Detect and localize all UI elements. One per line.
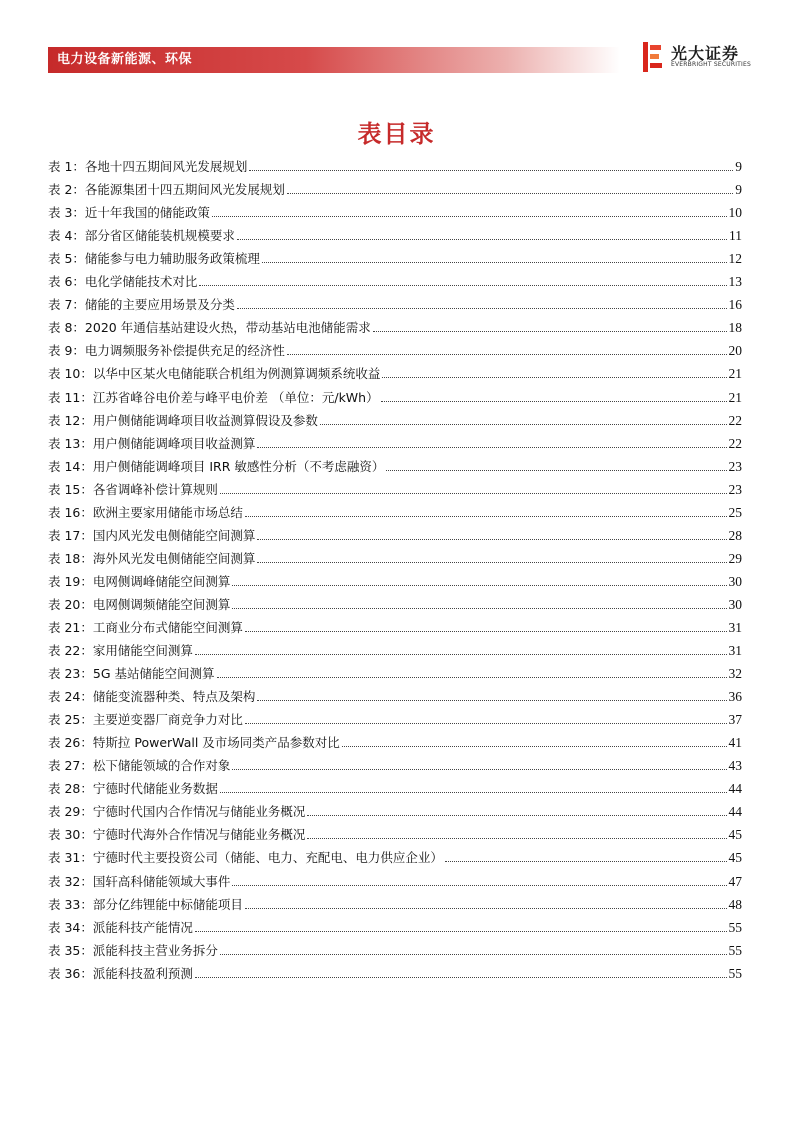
toc-entry-label: 表 29：宁德时代国内合作情况与储能业务概况 bbox=[48, 804, 306, 820]
toc-dot-leader bbox=[257, 700, 726, 701]
toc-dot-leader bbox=[307, 838, 726, 839]
toc-entry-page: 48 bbox=[728, 896, 742, 912]
toc-entry[interactable] bbox=[48, 545, 742, 568]
toc-entry-label: 表 27：松下储能领域的合作对象 bbox=[48, 758, 231, 774]
toc-entry-page: 55 bbox=[728, 919, 742, 935]
toc-entry-page: 22 bbox=[728, 412, 742, 428]
toc-dot-leader bbox=[220, 954, 727, 955]
toc-dot-leader bbox=[262, 262, 727, 263]
toc-entry-label: 表 12：用户侧储能调峰项目收益测算假设及参数 bbox=[48, 412, 318, 428]
toc-entry-page: 11 bbox=[729, 228, 742, 244]
toc-entry-label: 表 8：2020 年通信基站建设火热，带动基站电池储能需求 bbox=[48, 320, 371, 336]
toc-entry-page: 41 bbox=[728, 735, 742, 751]
toc-dot-leader bbox=[320, 424, 727, 425]
toc-dot-leader bbox=[212, 216, 727, 217]
toc-entry-label: 表 11：江苏省峰谷电价差与峰平电价差 （单位：元/kWh） bbox=[48, 389, 379, 405]
toc-dot-leader bbox=[245, 908, 727, 909]
toc-entry-page: 29 bbox=[728, 550, 742, 566]
toc-entry-page: 9 bbox=[735, 182, 742, 198]
toc-entry-label: 表 20：电网侧调频储能空间测算 bbox=[48, 596, 231, 612]
toc-entry-label: 表 19：电网侧调峰储能空间测算 bbox=[48, 573, 231, 589]
toc-entry-page: 36 bbox=[728, 689, 742, 705]
toc-entry[interactable] bbox=[48, 453, 742, 476]
toc-entry[interactable] bbox=[48, 199, 742, 222]
toc-entry-label: 表 17：国内风光发电侧储能空间测算 bbox=[48, 527, 256, 543]
toc-entry[interactable] bbox=[48, 383, 742, 406]
toc-entry-label: 表 3：近十年我国的储能政策 bbox=[48, 205, 210, 221]
toc-dot-leader bbox=[386, 470, 726, 471]
toc-entry[interactable] bbox=[48, 937, 742, 960]
toc-entry[interactable] bbox=[48, 153, 742, 176]
toc-entry[interactable] bbox=[48, 430, 742, 453]
toc-dot-leader bbox=[287, 354, 727, 355]
toc-entry-label: 表 16：欧洲主要家用储能市场总结 bbox=[48, 504, 243, 520]
toc-entry[interactable] bbox=[48, 245, 742, 268]
toc-entry-label: 表 23：5G 基站储能空间测算 bbox=[48, 666, 215, 682]
toc-entry-label: 表 32：国轩高科储能领域大事件 bbox=[48, 873, 231, 889]
toc-entry-page: 45 bbox=[728, 827, 742, 843]
toc-dot-leader bbox=[307, 815, 726, 816]
toc-entry[interactable] bbox=[48, 522, 742, 545]
toc-entry[interactable] bbox=[48, 591, 742, 614]
toc-entry-label: 表 5：储能参与电力辅助服务政策梳理 bbox=[48, 251, 260, 267]
toc-entry-page: 31 bbox=[728, 619, 742, 635]
toc-entry-page: 37 bbox=[728, 712, 742, 728]
toc-entry-label: 表 25：主要逆变器厂商竞争力对比 bbox=[48, 712, 243, 728]
toc-entry-page: 45 bbox=[728, 850, 742, 866]
toc-entry-page: 32 bbox=[728, 666, 742, 682]
toc-dot-leader bbox=[195, 654, 727, 655]
toc-dot-leader bbox=[217, 677, 727, 678]
toc-entry-label: 表 18：海外风光发电侧储能空间测算 bbox=[48, 550, 256, 566]
toc-dot-leader bbox=[249, 170, 733, 171]
toc-entry[interactable] bbox=[48, 914, 742, 937]
brand-name-cn: 光大证券 bbox=[671, 44, 740, 63]
toc-entry[interactable] bbox=[48, 291, 742, 314]
toc-entry-label: 表 33：部分亿纬锂能中标储能项目 bbox=[48, 896, 243, 912]
toc-entry[interactable] bbox=[48, 268, 742, 291]
toc-entry[interactable] bbox=[48, 683, 742, 706]
everbright-logo-icon bbox=[643, 42, 663, 72]
toc-entry[interactable] bbox=[48, 775, 742, 798]
toc-dot-leader bbox=[245, 631, 727, 632]
toc-entry[interactable] bbox=[48, 844, 742, 867]
toc-entry[interactable] bbox=[48, 222, 742, 245]
section-title: 电力设备新能源、环保 bbox=[57, 52, 193, 67]
toc-entry[interactable] bbox=[48, 568, 742, 591]
toc-entry-page: 21 bbox=[728, 366, 742, 382]
table-of-contents bbox=[48, 153, 742, 983]
toc-entry[interactable] bbox=[48, 891, 742, 914]
toc-entry-page: 55 bbox=[728, 942, 742, 958]
toc-dot-leader bbox=[382, 377, 726, 378]
page-title: 表目录 bbox=[357, 120, 436, 148]
toc-entry[interactable] bbox=[48, 660, 742, 683]
toc-entry-label: 表 24：储能变流器种类、特点及架构 bbox=[48, 689, 256, 705]
toc-entry-label: 表 4：部分省区储能装机规模要求 bbox=[48, 228, 235, 244]
toc-entry-page: 55 bbox=[728, 965, 742, 981]
toc-dot-leader bbox=[220, 792, 727, 793]
toc-entry[interactable] bbox=[48, 798, 742, 821]
toc-entry-page: 20 bbox=[728, 343, 742, 359]
toc-entry-label: 表 36：派能科技盈利预测 bbox=[48, 965, 193, 981]
toc-entry-label: 表 10：以华中区某火电储能联合机组为例测算调频系统收益 bbox=[48, 366, 381, 382]
toc-entry[interactable] bbox=[48, 614, 742, 637]
toc-dot-leader bbox=[245, 516, 727, 517]
toc-entry[interactable] bbox=[48, 821, 742, 844]
toc-dot-leader bbox=[199, 285, 726, 286]
toc-entry-page: 30 bbox=[728, 573, 742, 589]
toc-dot-leader bbox=[257, 539, 726, 540]
toc-entry-label: 表 15：各省调峰补偿计算规则 bbox=[48, 481, 218, 497]
toc-entry-label: 表 26：特斯拉 PowerWall 及市场同类产品参数对比 bbox=[48, 735, 340, 751]
toc-dot-leader bbox=[232, 585, 726, 586]
toc-dot-leader bbox=[245, 723, 727, 724]
brand-logo bbox=[643, 40, 753, 76]
toc-entry[interactable] bbox=[48, 706, 742, 729]
toc-entry-page: 23 bbox=[728, 481, 742, 497]
toc-entry-label: 表 7：储能的主要应用场景及分类 bbox=[48, 297, 235, 313]
toc-entry-label: 表 28：宁德时代储能业务数据 bbox=[48, 781, 218, 797]
toc-entry[interactable] bbox=[48, 960, 742, 983]
toc-dot-leader bbox=[237, 308, 727, 309]
toc-entry-page: 47 bbox=[728, 873, 742, 889]
toc-dot-leader bbox=[195, 977, 727, 978]
toc-entry-label: 表 2：各能源集团十四五期间风光发展规划 bbox=[48, 182, 285, 198]
toc-entry-page: 30 bbox=[728, 596, 742, 612]
toc-dot-leader bbox=[257, 447, 726, 448]
toc-entry-label: 表 35：派能科技主营业务拆分 bbox=[48, 942, 218, 958]
toc-entry[interactable] bbox=[48, 752, 742, 775]
toc-entry-label: 表 34：派能科技产能情况 bbox=[48, 919, 193, 935]
toc-entry[interactable] bbox=[48, 476, 742, 499]
toc-entry[interactable] bbox=[48, 337, 742, 360]
toc-entry-page: 28 bbox=[728, 527, 742, 543]
toc-entry-page: 44 bbox=[728, 804, 742, 820]
toc-entry[interactable] bbox=[48, 499, 742, 522]
toc-dot-leader bbox=[232, 769, 726, 770]
toc-entry[interactable] bbox=[48, 867, 742, 890]
toc-dot-leader bbox=[342, 746, 727, 747]
toc-entry[interactable] bbox=[48, 729, 742, 752]
toc-dot-leader bbox=[257, 562, 726, 563]
toc-entry-label: 表 1：各地十四五期间风光发展规划 bbox=[48, 159, 248, 175]
toc-entry-label: 表 22：家用储能空间测算 bbox=[48, 643, 193, 659]
toc-dot-leader bbox=[373, 331, 727, 332]
toc-entry-page: 10 bbox=[728, 205, 742, 221]
toc-dot-leader bbox=[195, 931, 727, 932]
toc-entry[interactable] bbox=[48, 176, 742, 199]
toc-dot-leader bbox=[445, 861, 727, 862]
toc-dot-leader bbox=[287, 193, 733, 194]
toc-entry-label: 表 31：宁德时代主要投资公司（储能、电力、充配电、电力供应企业） bbox=[48, 850, 443, 866]
toc-entry[interactable] bbox=[48, 314, 742, 337]
toc-entry-page: 21 bbox=[728, 389, 742, 405]
toc-dot-leader bbox=[232, 885, 726, 886]
toc-entry-page: 25 bbox=[728, 504, 742, 520]
toc-entry-page: 23 bbox=[728, 458, 742, 474]
toc-entry-label: 表 9：电力调频服务补偿提供充足的经济性 bbox=[48, 343, 285, 359]
toc-entry-page: 16 bbox=[728, 297, 742, 313]
toc-dot-leader bbox=[220, 493, 727, 494]
toc-entry-page: 9 bbox=[735, 159, 742, 175]
toc-entry-page: 31 bbox=[728, 643, 742, 659]
toc-entry-page: 44 bbox=[728, 781, 742, 797]
toc-entry[interactable] bbox=[48, 407, 742, 430]
toc-entry[interactable] bbox=[48, 360, 742, 383]
toc-dot-leader bbox=[237, 239, 727, 240]
toc-entry[interactable] bbox=[48, 637, 742, 660]
toc-dot-leader bbox=[232, 608, 726, 609]
toc-entry-page: 13 bbox=[728, 274, 742, 290]
toc-entry-label: 表 30：宁德时代海外合作情况与储能业务概况 bbox=[48, 827, 306, 843]
toc-entry-label: 表 14：用户侧储能调峰项目 IRR 敏感性分析（不考虑融资） bbox=[48, 458, 385, 474]
toc-entry-page: 12 bbox=[728, 251, 742, 267]
brand-name-en: EVERBRIGHT SECURITIES bbox=[671, 61, 751, 68]
toc-entry-page: 43 bbox=[728, 758, 742, 774]
toc-dot-leader bbox=[381, 401, 727, 402]
toc-entry-label: 表 21：工商业分布式储能空间测算 bbox=[48, 619, 243, 635]
toc-entry-page: 18 bbox=[728, 320, 742, 336]
toc-entry-label: 表 13：用户侧储能调峰项目收益测算 bbox=[48, 435, 256, 451]
toc-entry-page: 22 bbox=[728, 435, 742, 451]
toc-entry-label: 表 6：电化学储能技术对比 bbox=[48, 274, 198, 290]
